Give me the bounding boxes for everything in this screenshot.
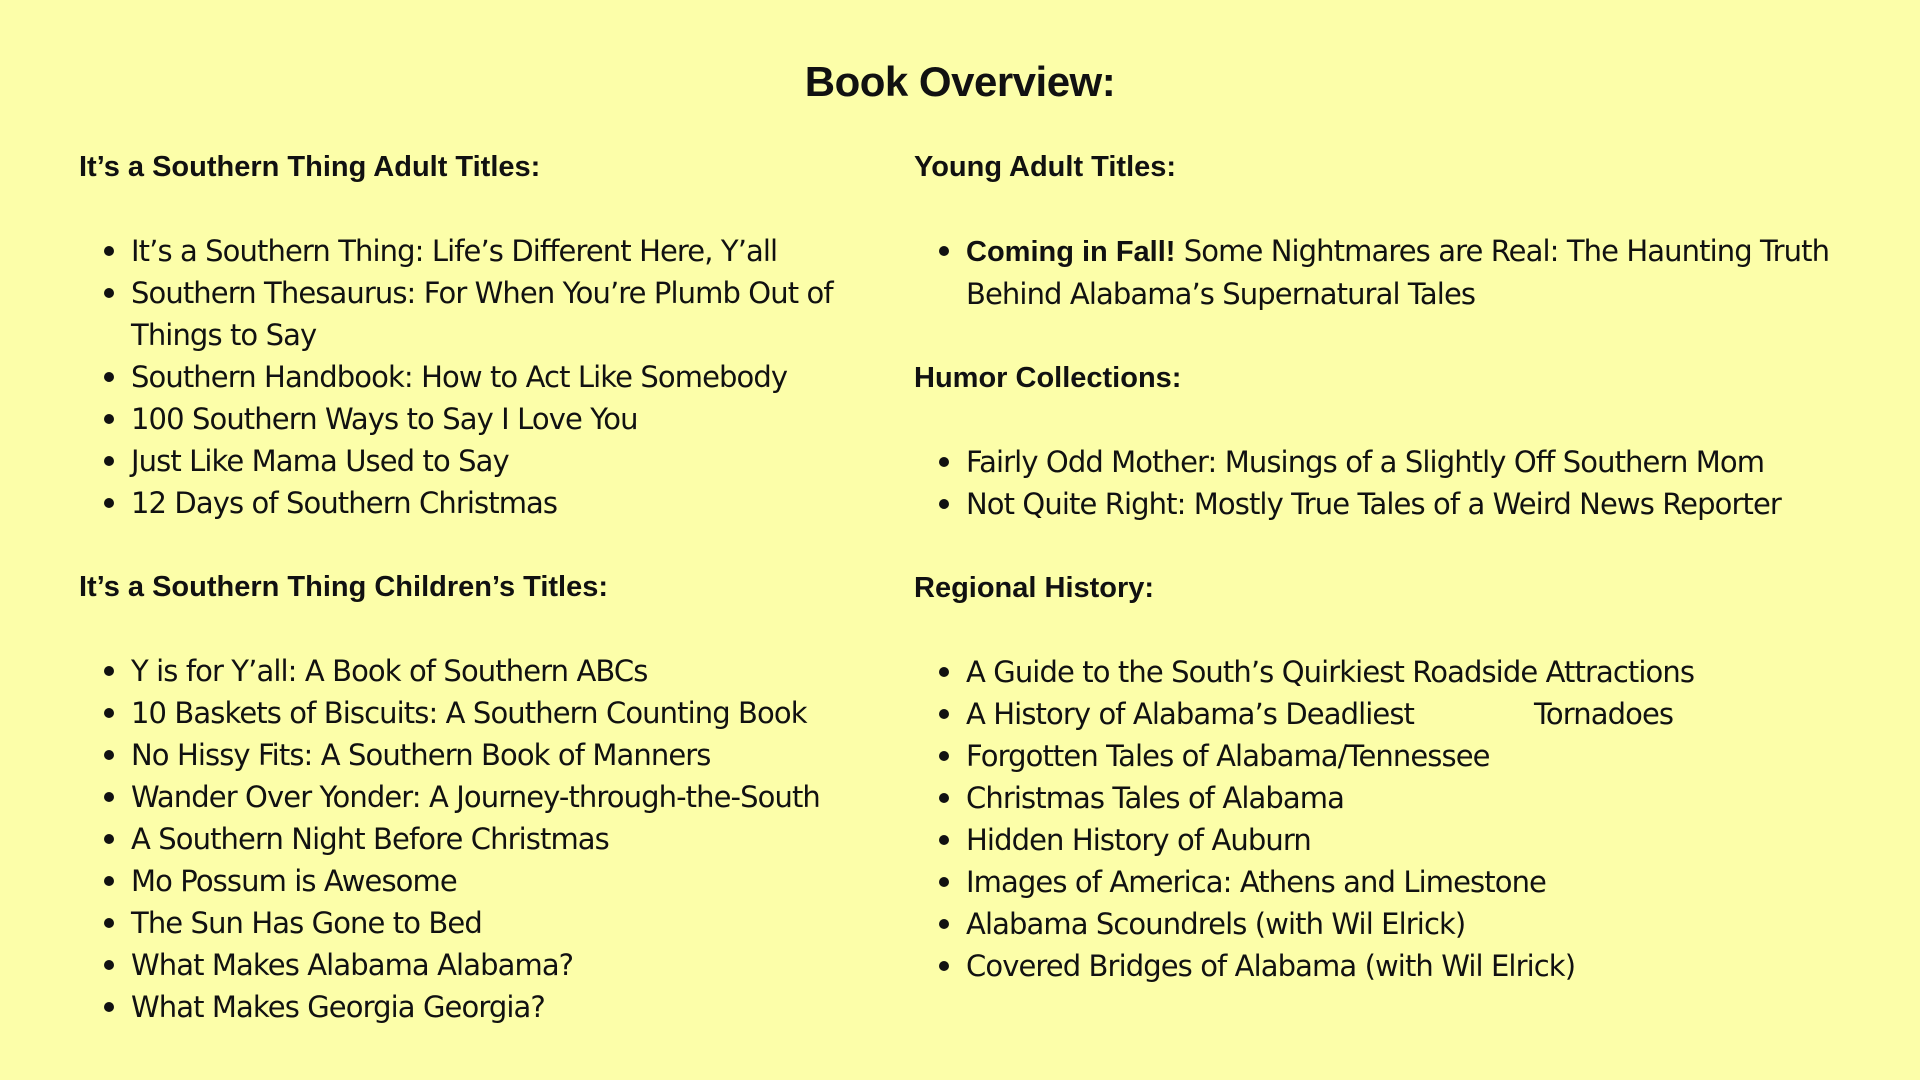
book-title: What Makes Alabama Alabama? xyxy=(131,948,574,982)
list-item xyxy=(914,693,1874,735)
bullet-icon xyxy=(939,877,949,887)
bullet-icon xyxy=(104,288,114,298)
section-young-adult-titles xyxy=(914,146,1874,315)
book-title: Fairly Odd Mother: Musings of a Slightly Off Southern Mom xyxy=(966,445,1765,479)
book-title: Southern Thesaurus: For When You’re Plumb Out of Things to Say xyxy=(131,276,833,352)
book-title: Some Nightmares are Real: The Haunting Truth Behind Alabama’s Supernatural Tales xyxy=(966,234,1830,311)
book-title: Images of America: Athens and Limestone xyxy=(966,865,1546,899)
book-title-continued: Tornadoes xyxy=(1534,697,1674,731)
section-childrens-titles xyxy=(79,566,909,1028)
bullet-icon xyxy=(939,246,949,256)
list-item xyxy=(914,651,1874,693)
bullet-icon xyxy=(939,835,949,845)
list-item xyxy=(79,398,909,440)
bullet-icon xyxy=(939,751,949,761)
bullet-icon xyxy=(939,709,949,719)
bullet-icon xyxy=(939,667,949,677)
book-list xyxy=(914,230,1874,315)
book-title: Hidden History of Auburn xyxy=(966,823,1311,857)
section-heading: Humor Collections: xyxy=(914,362,1182,394)
bullet-icon xyxy=(104,246,114,256)
section-heading: Young Adult Titles: xyxy=(914,151,1177,183)
book-title: Southern Handbook: How to Act Like Somebody xyxy=(131,360,788,394)
book-title: It’s a Southern Thing: Life’s Different Here, Y’all xyxy=(131,234,778,268)
bullet-icon xyxy=(104,876,114,886)
bullet-icon xyxy=(104,1002,114,1012)
bullet-icon xyxy=(104,414,114,424)
book-title: Forgotten Tales of Alabama/Tennessee xyxy=(966,739,1490,773)
bullet-icon xyxy=(939,961,949,971)
book-list xyxy=(914,651,1874,987)
list-item xyxy=(79,230,909,272)
book-title: 10 Baskets of Biscuits: A Southern Counting Book xyxy=(131,696,807,730)
book-title: Christmas Tales of Alabama xyxy=(966,781,1344,815)
book-title: The Sun Has Gone to Bed xyxy=(131,906,482,940)
bullet-icon xyxy=(104,918,114,928)
list-item xyxy=(914,735,1874,777)
list-item xyxy=(914,230,1874,315)
list-item xyxy=(914,819,1874,861)
left-column xyxy=(79,146,909,1070)
book-title: Mo Possum is Awesome xyxy=(131,864,457,898)
book-title: Y is for Y’all: A Book of Southern ABCs xyxy=(131,654,648,688)
bullet-icon xyxy=(104,498,114,508)
list-item xyxy=(79,440,909,482)
list-item xyxy=(914,903,1874,945)
bullet-icon xyxy=(939,457,949,467)
book-title: Not Quite Right: Mostly True Tales of a Weird News Reporter xyxy=(966,487,1781,521)
list-item xyxy=(79,902,909,944)
list-item xyxy=(79,650,909,692)
list-item xyxy=(79,986,909,1028)
book-title: 12 Days of Southern Christmas xyxy=(131,486,558,520)
book-list xyxy=(79,230,909,524)
section-regional-history xyxy=(914,567,1874,987)
list-item xyxy=(79,818,909,860)
bullet-icon xyxy=(104,372,114,382)
list-item xyxy=(914,483,1874,525)
bullet-icon xyxy=(104,708,114,718)
page-title: Book Overview: xyxy=(804,58,1116,105)
list-item xyxy=(79,356,909,398)
list-item xyxy=(79,776,909,818)
bullet-icon xyxy=(104,792,114,802)
book-list xyxy=(79,650,909,1028)
coming-soon-label: Coming in Fall! xyxy=(966,236,1176,268)
list-item xyxy=(79,734,909,776)
list-item xyxy=(79,944,909,986)
book-list xyxy=(914,441,1874,525)
section-adult-titles xyxy=(79,146,909,524)
book-title: Just Like Mama Used to Say xyxy=(131,444,509,478)
bullet-icon xyxy=(939,499,949,509)
bullet-icon xyxy=(104,960,114,970)
book-title: No Hissy Fits: A Southern Book of Manners xyxy=(131,738,711,772)
list-item xyxy=(914,861,1874,903)
list-item xyxy=(79,860,909,902)
bullet-icon xyxy=(104,750,114,760)
book-title: Wander Over Yonder: A Journey-through-the-South xyxy=(131,780,820,814)
section-heading: It’s a Southern Thing Adult Titles: xyxy=(79,151,541,183)
book-title: Covered Bridges of Alabama (with Wil Elrick) xyxy=(966,949,1576,983)
list-item xyxy=(914,945,1874,987)
bullet-icon xyxy=(939,793,949,803)
list-item xyxy=(79,272,909,356)
book-title: A Southern Night Before Christmas xyxy=(131,822,609,856)
book-title: A Guide to the South’s Quirkiest Roadside Attractions xyxy=(966,655,1695,689)
section-heading: It’s a Southern Thing Children’s Titles: xyxy=(79,571,609,603)
list-item xyxy=(914,441,1874,483)
section-heading: Regional History: xyxy=(914,572,1155,604)
section-humor-collections xyxy=(914,357,1874,525)
list-item xyxy=(914,777,1874,819)
bullet-icon xyxy=(104,456,114,466)
right-column xyxy=(914,146,1874,1029)
list-item xyxy=(79,482,909,524)
bullet-icon xyxy=(939,919,949,929)
book-title: 100 Southern Ways to Say I Love You xyxy=(131,402,638,436)
list-item xyxy=(79,692,909,734)
bullet-icon xyxy=(104,834,114,844)
book-title: A History of Alabama’s Deadliest xyxy=(966,697,1415,731)
book-title: Alabama Scoundrels (with Wil Elrick) xyxy=(966,907,1466,941)
book-title: What Makes Georgia Georgia? xyxy=(131,990,545,1024)
bullet-icon xyxy=(104,666,114,676)
